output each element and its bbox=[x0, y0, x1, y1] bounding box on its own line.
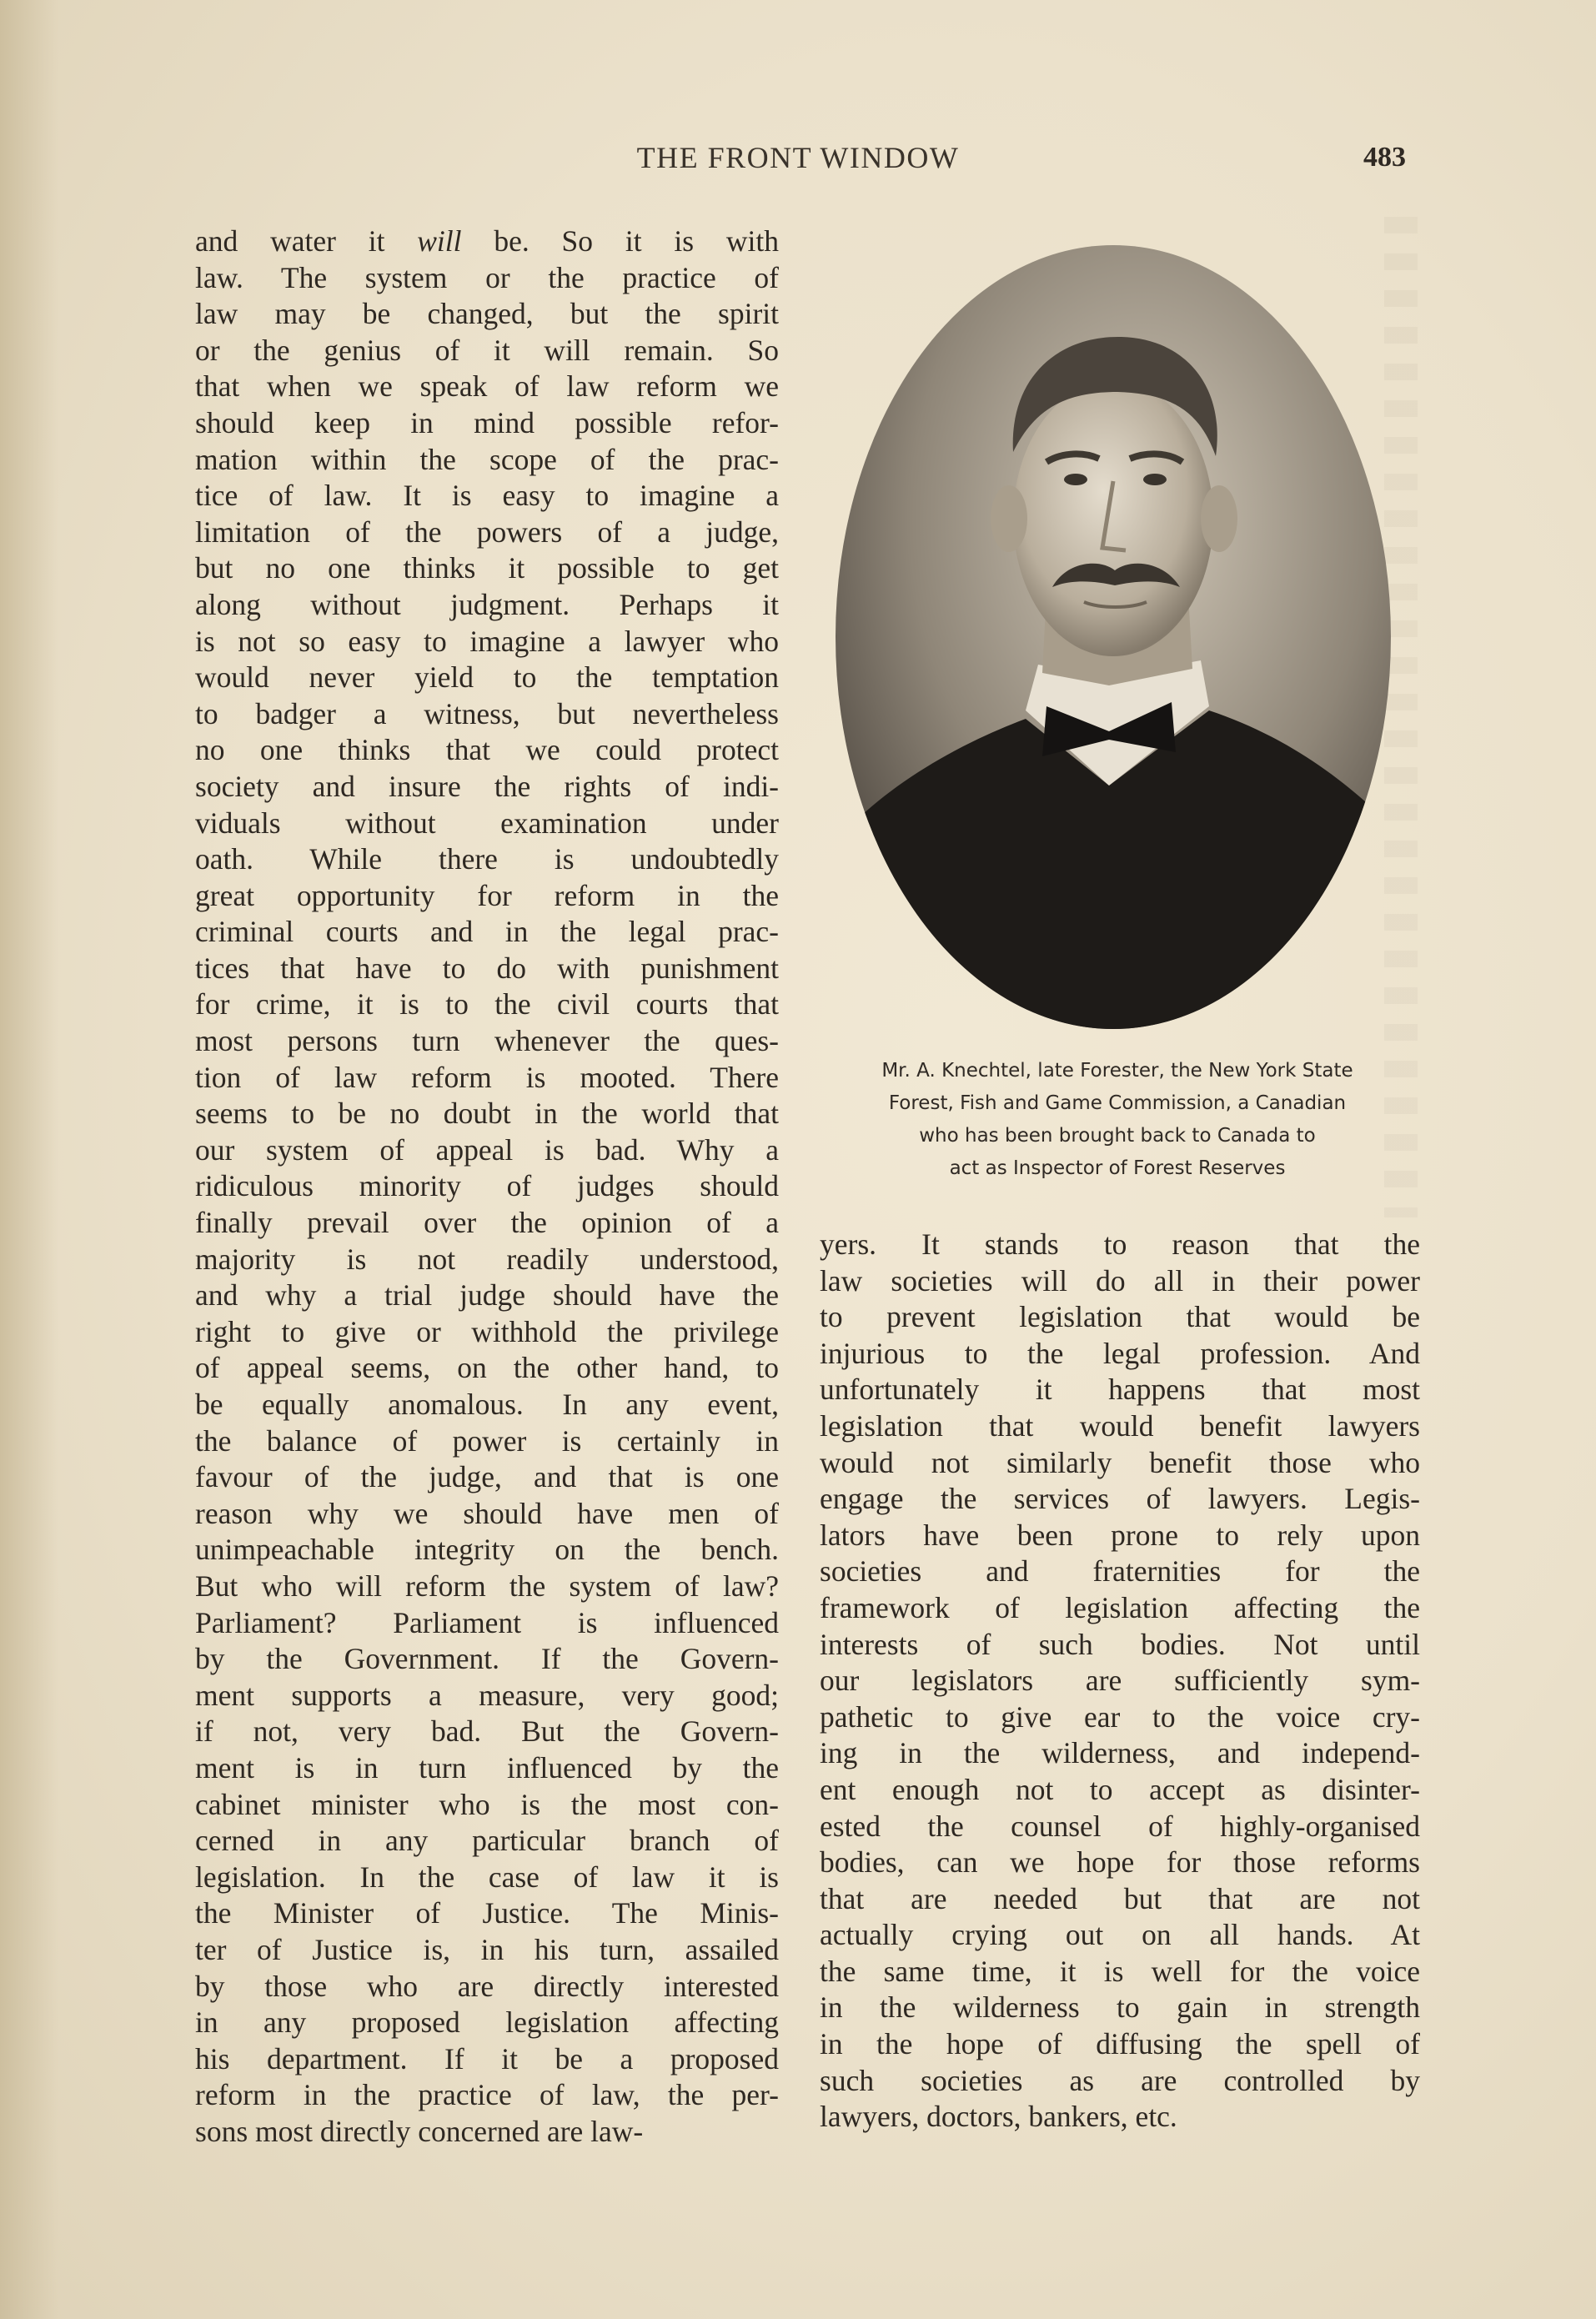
right-column-line: ent enough not to accept as disinter- bbox=[820, 1772, 1420, 1806]
left-column-line: by the Government. If the Govern- bbox=[195, 1642, 779, 1676]
right-column-line: in the wilderness to gain in strength bbox=[820, 1990, 1420, 2025]
right-column-line: our legislators are sufficiently sym- bbox=[820, 1664, 1420, 1698]
left-column-line: should keep in mind possible refor- bbox=[195, 405, 779, 439]
left-column-line: majority is not readily understood, bbox=[195, 1242, 779, 1276]
left-column-line: finally prevail over the opinion of a bbox=[195, 1206, 779, 1240]
caption-line: act as Inspector of Forest Reserves bbox=[949, 1157, 1286, 1179]
gutter-shadow bbox=[0, 0, 58, 2319]
right-column-line: to prevent legislation that would be bbox=[820, 1300, 1420, 1334]
left-column-line: tices that have to do with punishment bbox=[195, 951, 779, 985]
left-column-line: mation within the scope of the prac- bbox=[195, 442, 779, 476]
left-column-line: the Minister of Justice. The Minis- bbox=[195, 1896, 779, 1930]
left-column-line: ter of Justice is, in his turn, assailed bbox=[195, 1932, 779, 1966]
right-column-line: actually crying out on all hands. At bbox=[820, 1918, 1420, 1952]
left-column-line: in any proposed legislation affecting bbox=[195, 2005, 779, 2040]
left-column-line: oath. While there is undoubtedly bbox=[195, 842, 779, 876]
caption-line: Forest, Fish and Game Commission, a Canadian bbox=[888, 1092, 1347, 1114]
right-column-line: interests of such bodies. Not until bbox=[820, 1627, 1420, 1661]
left-column-line: society and insure the rights of indi- bbox=[195, 769, 779, 803]
left-column-line: is not so easy to imagine a lawyer who bbox=[195, 624, 779, 658]
right-column-line: ested the counsel of highly-organised bbox=[820, 1809, 1420, 1843]
right-column-line: engage the services of lawyers. Legis- bbox=[820, 1482, 1420, 1516]
right-column-line: in the hope of diffusing the spell of bbox=[820, 2027, 1420, 2061]
left-column-line: But who will reform the system of law? bbox=[195, 1569, 779, 1603]
line-text: and water it bbox=[195, 224, 418, 258]
right-text-column bbox=[820, 1227, 1420, 2136]
left-column-line bbox=[195, 223, 779, 260]
left-column-line: ment supports a measure, very good; bbox=[195, 1678, 779, 1712]
right-column-line: that are needed but that are not bbox=[820, 1881, 1420, 1915]
left-column-line: our system of appeal is bad. Why a bbox=[195, 1132, 779, 1167]
left-column-line: or the genius of it will remain. So bbox=[195, 333, 779, 367]
page-header bbox=[0, 140, 1596, 182]
left-column-line: would never yield to the temptation bbox=[195, 660, 779, 695]
photo-caption bbox=[801, 1055, 1434, 1185]
right-column-line: such societies as are controlled by bbox=[820, 2063, 1420, 2097]
right-column-line: yers. It stands to reason that the bbox=[820, 1227, 1420, 1261]
right-column-line: the same time, it is well for the voice bbox=[820, 1954, 1420, 1988]
left-column-line: by those who are directly interested bbox=[195, 1969, 779, 2003]
left-column-line: viduals without examination under bbox=[195, 806, 779, 840]
left-column-line: reform in the practice of law, the per- bbox=[195, 2078, 779, 2112]
left-column-line: for crime, it is to the civil courts that bbox=[195, 987, 779, 1021]
left-text-column bbox=[195, 223, 779, 2150]
left-column-line: that when we speak of law reform we bbox=[195, 369, 779, 404]
left-column-line: to badger a witness, but nevertheless bbox=[195, 696, 779, 730]
right-column-line: framework of legislation affecting the bbox=[820, 1590, 1420, 1624]
left-column-line: cabinet minister who is the most con- bbox=[195, 1787, 779, 1821]
right-column-line: societies and fraternities for the bbox=[820, 1554, 1420, 1589]
page-number: 483 bbox=[1363, 142, 1406, 173]
right-column-line: would not similarly benefit those who bbox=[820, 1445, 1420, 1479]
right-column-line: lawyers, doctors, bankers, etc. bbox=[820, 2100, 1177, 2134]
caption-line: Mr. A. Knechtel, late Forester, the New York State bbox=[881, 1060, 1353, 1082]
right-column-line: lators have been prone to rely upon bbox=[820, 1518, 1420, 1552]
left-column-line: and why a trial judge should have the bbox=[195, 1278, 779, 1313]
right-column-line: pathetic to give ear to the voice cry- bbox=[820, 1699, 1420, 1734]
left-column-line: his department. If it be a proposed bbox=[195, 2041, 779, 2076]
running-title: THE FRONT WINDOW bbox=[636, 141, 960, 174]
left-column-line: but no one thinks it possible to get bbox=[195, 551, 779, 585]
left-column-line: criminal courts and in the legal prac- bbox=[195, 915, 779, 949]
left-column-line: tion of law reform is mooted. There bbox=[195, 1060, 779, 1094]
left-column-line: ment is in turn influenced by the bbox=[195, 1750, 779, 1784]
right-column-line: legislation that would benefit lawyers bbox=[820, 1408, 1420, 1443]
left-column-line: cerned in any particular branch of bbox=[195, 1824, 779, 1858]
left-column-line: of appeal seems, on the other hand, to bbox=[195, 1351, 779, 1385]
left-column-line: limitation of the powers of a judge, bbox=[195, 514, 779, 549]
left-column-line: no one thinks that we could protect bbox=[195, 733, 779, 767]
left-column-line: Parliament? Parliament is influenced bbox=[195, 1605, 779, 1639]
left-column-line: right to give or withhold the privilege bbox=[195, 1314, 779, 1348]
left-column-line: if not, very bad. But the Govern- bbox=[195, 1714, 779, 1749]
left-column-line: the balance of power is certainly in bbox=[195, 1423, 779, 1458]
left-column-line: legislation. In the case of law it is bbox=[195, 1860, 779, 1894]
right-column-line: bodies, can we hope for those reforms bbox=[820, 1845, 1420, 1880]
right-column-line: ing in the wilderness, and independ- bbox=[820, 1736, 1420, 1770]
left-column-line: most persons turn whenever the ques- bbox=[195, 1024, 779, 1058]
left-column-line: ridiculous minority of judges should bbox=[195, 1169, 779, 1203]
portrait-photo bbox=[834, 243, 1393, 1032]
left-column-line: sons most directly concerned are law- bbox=[195, 2114, 644, 2148]
left-column-line: seems to be no doubt in the world that bbox=[195, 1097, 779, 1131]
left-column-line: favour of the judge, and that is one bbox=[195, 1460, 779, 1494]
left-column-line: unimpeachable integrity on the bench. bbox=[195, 1533, 779, 1567]
right-column-line: injurious to the legal profession. And bbox=[820, 1336, 1420, 1370]
caption-line: who has been brought back to Canada to bbox=[919, 1125, 1316, 1147]
emphasized-word: will bbox=[417, 224, 462, 258]
left-column-line: law may be changed, but the spirit bbox=[195, 297, 779, 331]
portrait-image bbox=[834, 243, 1393, 1032]
right-column-line: law societies will do all in their power bbox=[820, 1263, 1420, 1298]
left-column-line: tice of law. It is easy to imagine a bbox=[195, 479, 779, 513]
line-text: be. So it is with bbox=[461, 224, 779, 258]
left-column-line: reason why we should have men of bbox=[195, 1496, 779, 1530]
left-column-line: along without judgment. Perhaps it bbox=[195, 587, 779, 621]
left-column-line: be equally anomalous. In any event, bbox=[195, 1388, 779, 1421]
left-column-line: law. The system or the practice of bbox=[195, 260, 779, 294]
right-column-line: unfortunately it happens that most bbox=[820, 1373, 1420, 1407]
left-column-line: great opportunity for reform in the bbox=[195, 878, 779, 912]
